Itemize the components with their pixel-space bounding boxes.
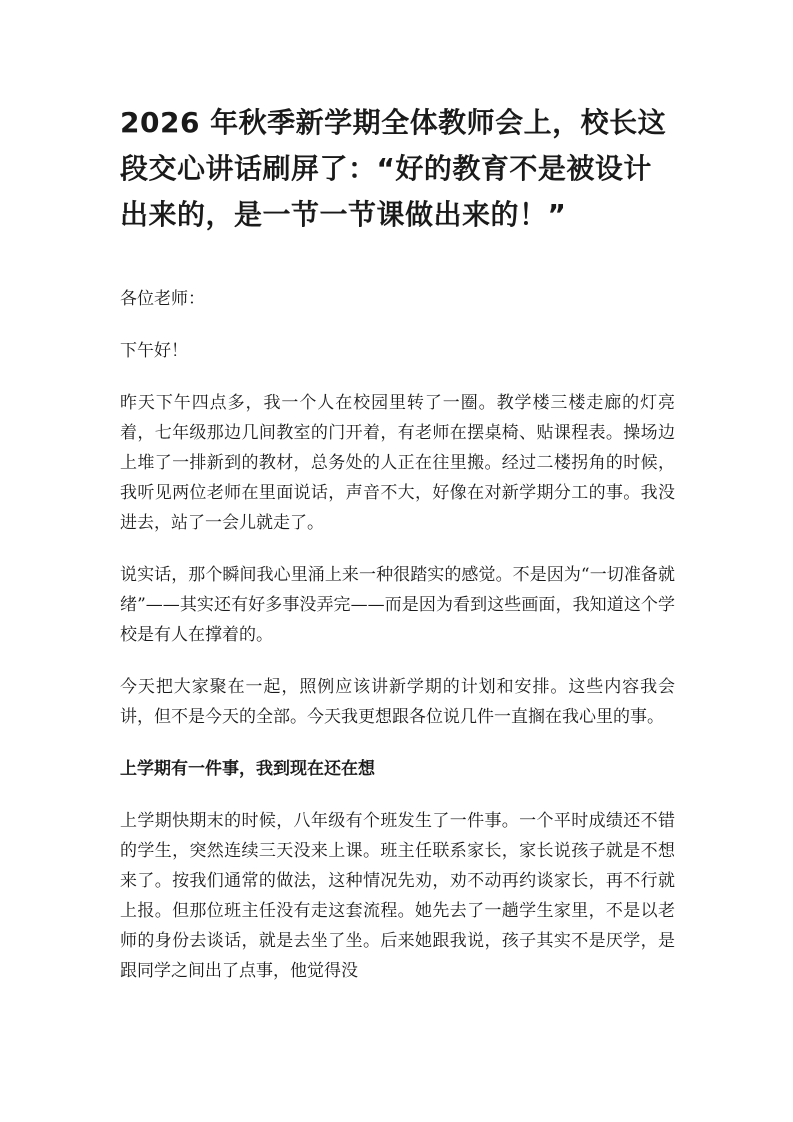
paragraph-1: 昨天下午四点多，我一个人在校园里转了一圈。教学楼三楼走廊的灯亮着，七年级那边几间教室的门开着，有老师在摆桌椅、贴课程表。操场边上堆了一排新到的教材，总务处的人正在往里搬。经过二楼拐角的时候，我听见两位老师在里面说话，声音不大，好像在对新学期分工的事。我没进去，站了一会儿就走了。: [120, 393, 675, 533]
salutation: 各位老师：: [120, 289, 205, 309]
section-heading: 上学期有一件事，我到现在还在想: [120, 759, 375, 779]
paragraph-3: 今天把大家聚在一起，照例应该讲新学期的计划和安排。这些内容我会讲，但不是今天的全部。今天我更想跟各位说几件一直搁在我心里的事。: [120, 677, 675, 727]
document-title: 2026 年秋季新学期全体教师会上，校长这段交心讲话刷屏了：“好的教育不是被设计出来的，是一节一节课做出来的！”: [120, 106, 667, 231]
section-paragraph: 上学期快期末的时候，八年级有个班发生了一件事。一个平时成绩还不错的学生，突然连续三天没来上课。班主任联系家长，家长说孩子就是不想来了。按我们通常的做法，这种情况先劝，劝不动再约谈家长，再不行就上报。但那位班主任没有走这套流程。她先去了一趟学生家里，不是以老师的身份去谈话，就是去坐了坐。后来她跟我说，孩子其实不是厌学，是跟同学之间出了点事，他觉得没: [120, 811, 675, 981]
document-body: [120, 284, 675, 986]
paragraph-2: 说实话，那个瞬间我心里涌上来一种很踏实的感觉。不是因为“一切准备就绪”——其实还有好多事没弄完——而是因为看到这些画面，我知道这个学校是有人在撑着的。: [120, 565, 675, 645]
greeting: 下午好！: [120, 341, 188, 361]
